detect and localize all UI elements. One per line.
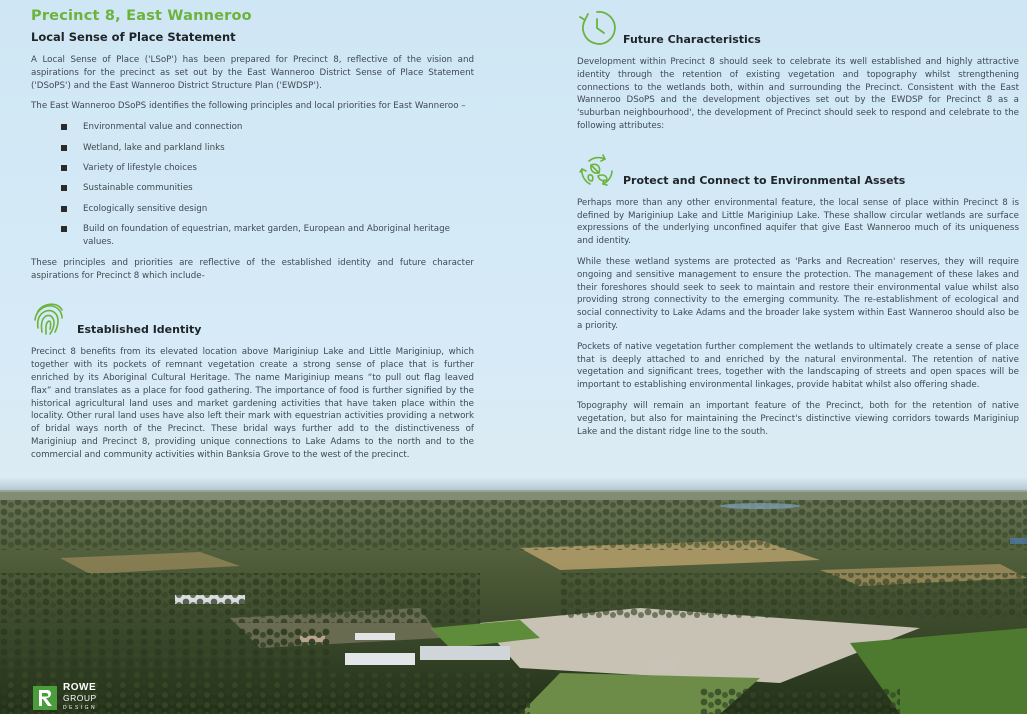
list-item: Ecologically sensitive design bbox=[31, 203, 474, 216]
logo-mark-icon bbox=[33, 686, 57, 710]
bullet-square-icon bbox=[61, 226, 67, 232]
established-identity-body: Precinct 8 benefits from its elevated location above Mariginiup Lake and Little Mariginiup, which together with its pockets of remnant vegetation create a strong sense of place that is further enriched by its Aboriginal Cultural Heritage. The name Mariginiup means “to pull out flag leaved flax” and translates as a place for food gathering. The importance of food is further signified by the historical agricultural land uses and market gardening activities that have taken place within the locality. Other rural land uses have also left their mark with equestrian activities providing a network of bridal ways north of the Precinct. These bridal ways further add to the distinctiveness of Mariginiup and Precinct 8, providing unique connections to Lake Adams to the north and to the commercial and community activities within Banksia Grove to the west of the precinct. bbox=[31, 347, 474, 460]
principles-list bbox=[31, 121, 474, 249]
protect-connect-paragraph-4: Topography will remain an important feature of the Precinct, both for the retention of native vegetation, but also for maintaining the Precinct's distinctive viewing corridors towards Mariginiup Lake and the distant ridge line to the south. bbox=[577, 400, 1019, 437]
logo-text bbox=[63, 683, 97, 713]
established-identity-heading: Established Identity bbox=[77, 323, 202, 337]
bullet-square-icon bbox=[61, 124, 67, 130]
recycle-leaf-icon bbox=[577, 149, 617, 189]
established-identity-header bbox=[31, 298, 474, 338]
protect-connect-paragraph-2: While these wetland systems are protected as 'Parks and Recreation' reserves, they will require ongoing and sensitive management to ensure the protection. The management of these lakes and their foreshores should seek to seek to maintain and restore their environmental value whilst also providing strong connectivity to the emerging community. The re-establishment of ecological and social connectivity to Lake Adams and the broader lake system within East Wanneroo should also be a priority. bbox=[577, 256, 1019, 331]
future-characteristics-body: Development within Precinct 8 should seek to celebrate its well established and highly attractive identity through the retention of existing vegetation and topography whilst strengthening connections to the wetlands both, within and surrounding the Precinct. Consistent with the East Wanneroo DSoPS and the development objectives set out by the EWDSP for Precinct 8 as a 'suburban neighbourhood', the development of Precinct should seek to respond and celebrate to the following attributes: bbox=[577, 57, 1019, 131]
protect-connect-heading: Protect and Connect to Environmental Assets bbox=[623, 173, 906, 187]
bullet-square-icon bbox=[61, 185, 67, 191]
logo-line-3: DESIGN bbox=[63, 705, 98, 711]
list-item: Variety of lifestyle choices bbox=[31, 162, 474, 175]
future-characteristics-header bbox=[577, 8, 1019, 48]
intro-paragraph-2: The East Wanneroo DSoPS identifies the following principles and local priorities for East Wanneroo – bbox=[31, 101, 466, 112]
clock-icon bbox=[577, 8, 617, 48]
future-characteristics-heading: Future Characteristics bbox=[623, 33, 761, 46]
page-title: Precinct 8, East Wanneroo bbox=[31, 8, 252, 24]
intro-paragraph-3: These principles and priorities are reflective of the established identity and future character aspirations for Precinct 8 which include- bbox=[31, 257, 474, 281]
list-item: Wetland, lake and parkland links bbox=[31, 142, 474, 155]
bullet-square-icon bbox=[61, 145, 67, 151]
list-item: Environmental value and connection bbox=[31, 121, 474, 134]
protect-connect-header bbox=[577, 149, 1019, 189]
left-column bbox=[31, 8, 474, 470]
rowe-group-logo bbox=[33, 683, 97, 713]
logo-line-2: GROUP bbox=[63, 693, 97, 703]
intro-paragraph-1: A Local Sense of Place ('LSoP') has been prepared for Precinct 8, reflective of the vision and aspirations for the precinct as set out by the East Wanneroo District Sense of Place Statement ('DSoPS') and the East Wanneroo District Structure Plan ('EWDSP'). bbox=[31, 55, 474, 91]
page-subtitle: Local Sense of Place Statement bbox=[31, 30, 236, 44]
bullet-square-icon bbox=[61, 206, 67, 212]
protect-connect-paragraph-3: Pockets of native vegetation further complement the wetlands to ultimately create a sense of place that is deeply attached to and enriched by the natural environmental. The retention of native vegetation and significant trees, together with the landscaping of streets and open spaces will be important to establishing environmental linkages, provide habitat whilst also offering shade. bbox=[577, 341, 1019, 391]
list-item: Build on foundation of equestrian, market garden, European and Aboriginal heritage values. bbox=[31, 223, 474, 249]
right-column bbox=[577, 8, 1019, 446]
aerial-landscape-photo bbox=[0, 478, 1027, 714]
list-item: Sustainable communities bbox=[31, 182, 474, 195]
fingerprint-icon bbox=[31, 298, 71, 338]
logo-line-1: ROWE bbox=[63, 682, 97, 693]
bullet-square-icon bbox=[61, 165, 67, 171]
protect-connect-paragraph-1: Perhaps more than any other environmental feature, the local sense of place within Precinct 8 is defined by Mariginiup Lake and Little Mariginiup Lake. These shallow circular wetlands are surface expressions of the underlying unconfined aquifer that give East Wanneroo much of its uniqueness and identity. bbox=[577, 197, 1019, 247]
